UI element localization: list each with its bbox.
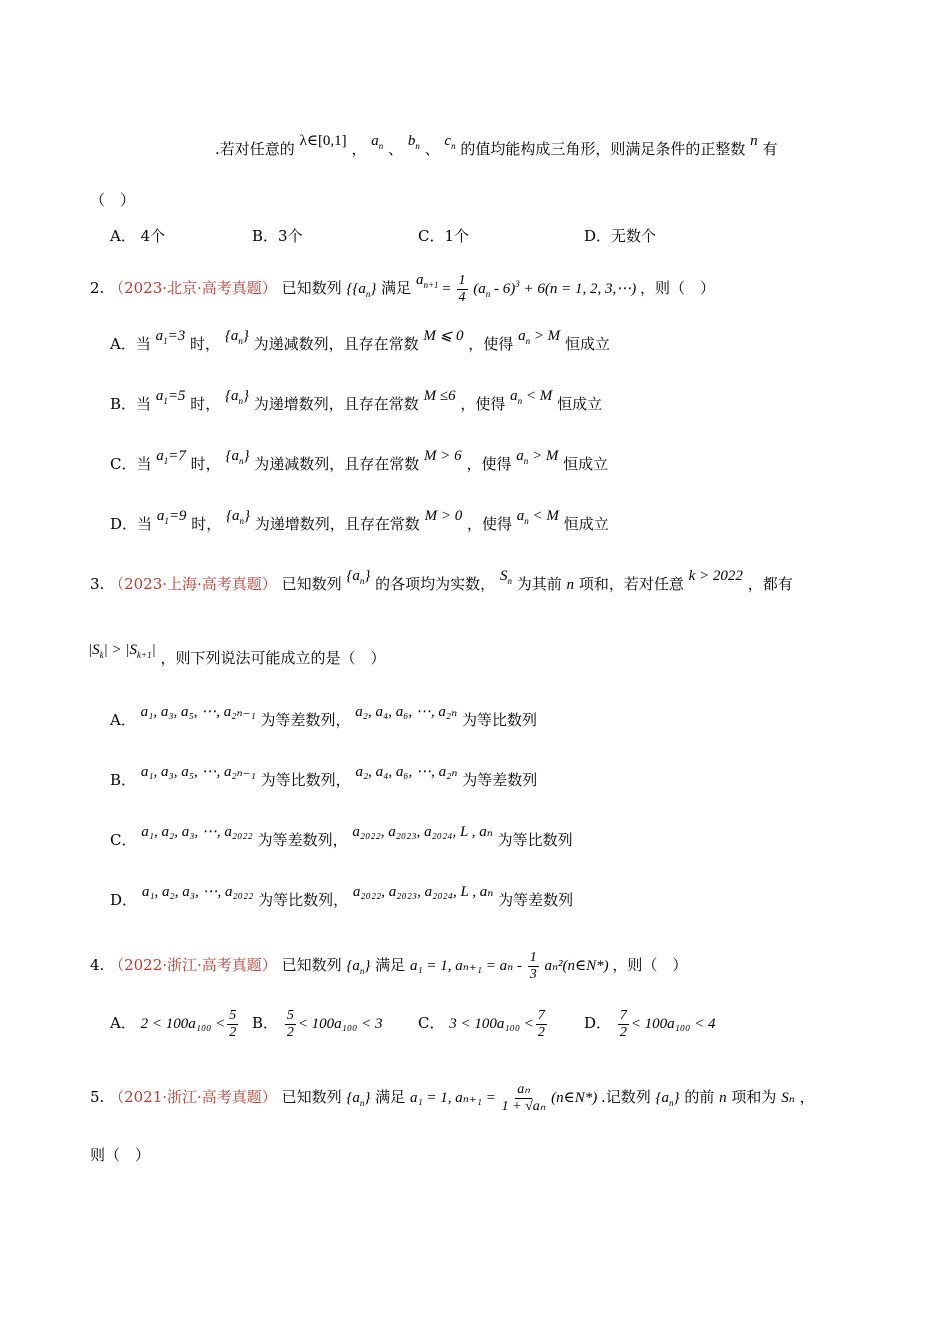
q3-opt-label: A． (110, 711, 136, 729)
q2-opt-text: 时， (190, 335, 221, 353)
q3-option-d[interactable] (110, 884, 574, 911)
q4-option-a[interactable] (110, 1008, 240, 1041)
q2-seq: {$\{a_n\}$ (346, 280, 377, 299)
q2-source: （2023·北京·高考真题） (109, 278, 277, 297)
q2-option-b[interactable] (110, 388, 603, 420)
q5-seq: $\{a_n\}$ (346, 1089, 371, 1108)
q2-opt-label: D．当 (110, 515, 153, 533)
q3-text: 为其前 (516, 575, 562, 593)
q3-text: 的各项均为实数， (375, 575, 496, 593)
q5-seq: $\{a_n\}$ (655, 1089, 680, 1108)
q4-stem (90, 950, 687, 983)
q2-opt-a1: $a_1=5$ (155, 388, 186, 406)
q2-opt-cond: M ≤6 (423, 388, 456, 404)
q3-opt-text: 为等差数列， (257, 831, 348, 849)
q1-n-var: n (750, 133, 758, 149)
q3-n: n (566, 577, 575, 593)
q1-cn: $c_n$ (444, 133, 456, 151)
q5-text: 的前 (684, 1087, 715, 1106)
q3-opt-text: 为等比数列， (260, 771, 351, 789)
q4-opt-label: B． (252, 1013, 279, 1032)
q4-opt-expr: 3 < 100a₁₀₀ < $\frac{7}{2}$ (449, 1008, 545, 1040)
q3-text: ，则下列说法可能成立的是（ ） (160, 649, 386, 667)
q3-opt-seq: a₂, a₄, a₆, ⋯, a₂ₙ (355, 764, 458, 780)
q2-opt-ineq: $a_n > M$ (516, 448, 559, 466)
q2-text: ，则（ ） (640, 278, 716, 297)
q2-text: 已知数列 (281, 278, 342, 297)
q5-source: （2021·浙江·高考真题） (109, 1087, 277, 1106)
q3-opt-text: 为等比数列， (258, 891, 349, 909)
q2-opt-text: ，使得 (460, 395, 506, 413)
q3-opt-seq: a₂₀₂₂, a₂₀₂₃, a₂₀₂₄, L , aₙ (352, 824, 493, 840)
q3-option-a[interactable] (110, 704, 538, 731)
q2-opt-seq: $\{a_n\}$ (225, 448, 250, 466)
q4-seq: $\{a_n\}$ (346, 957, 371, 976)
q2-opt-text: 时， (190, 455, 221, 473)
q2-opt-cond: M > 6 (424, 448, 462, 464)
q3-text: 项和，若对任意 (578, 575, 684, 593)
q2-opt-text: ，使得 (467, 515, 513, 533)
q4-source: （2022·浙江·高考真题） (109, 955, 277, 974)
q5-text: 项和为 (731, 1087, 777, 1106)
q5-paren: 则（ ） (90, 1146, 151, 1164)
q3-opt-label: D． (110, 891, 138, 909)
q2-stem (90, 273, 715, 306)
q2-opt-seq: $\{a_n\}$ (226, 508, 251, 526)
q4-text: 满足 (375, 955, 406, 974)
q2-number: 2. (90, 278, 105, 297)
q2-opt-text: 为递增数列，且存在常数 (253, 395, 419, 413)
q1-lambda-expr: λ∈[0,1] (299, 133, 347, 149)
q2-opt-a1: $a_1=3$ (155, 328, 186, 346)
q2-opt-label: B．当 (110, 395, 152, 413)
q2-opt-text: 为递减数列，且存在常数 (254, 455, 420, 473)
q2-opt-seq: $\{a_n\}$ (224, 328, 249, 346)
q5-text: ， (799, 1087, 815, 1106)
q4-opt-expr: $\frac{5}{2}$ < 100a₁₀₀ < 3 (286, 1008, 383, 1040)
q1-option-d[interactable]: D．无数个 (584, 227, 657, 245)
q1-option-a[interactable]: A． 4个 (110, 227, 166, 245)
q1-text: 有 (762, 140, 778, 158)
q3-stem-line2 (88, 642, 386, 674)
q3-cond: k > 2022 (688, 568, 743, 584)
q2-opt-text: 恒成立 (563, 515, 609, 533)
q1-bn: $b_n$ (407, 133, 420, 151)
q2-opt-text: 恒成立 (557, 395, 603, 413)
q3-opt-seq: a₂₀₂₂, a₂₀₂₃, a₂₀₂₄, L , aₙ (352, 884, 494, 900)
q2-text: 满足 (381, 278, 412, 297)
q4-text: 已知数列 (281, 955, 342, 974)
q3-opt-seq: a₁, a₂, a₃, ⋯, a₂₀₂₂ (141, 884, 254, 900)
q2-opt-text: 时， (191, 515, 222, 533)
q4-option-d[interactable] (584, 1008, 715, 1041)
q5-text: .记数列 (600, 1087, 651, 1106)
q3-opt-text: 为等差数列 (498, 891, 574, 909)
q2-option-d[interactable] (110, 508, 609, 540)
q4-opt-expr: $\frac{7}{2}$ < 100a₁₀₀ < 4 (619, 1008, 716, 1040)
q2-opt-text: 为递增数列，且存在常数 (254, 515, 420, 533)
q1-text: .若对任意的 (215, 140, 295, 158)
q1-option-c[interactable]: C．1个 (418, 227, 470, 245)
q2-opt-a1: $a_1=7$ (156, 448, 186, 466)
q3-opt-text: 为等比数列 (497, 831, 573, 849)
q3-abs-ineq: $|S_k| > |S_{k+1}|$ (88, 642, 156, 660)
q1-option-b[interactable]: B．3个 (252, 227, 303, 245)
q2-opt-label: A．当 (110, 335, 151, 353)
q2-opt-a1: $a_1=9$ (156, 508, 187, 526)
q2-opt-ineq: $a_n < M$ (516, 508, 559, 526)
q1-stem-line1 (215, 133, 778, 165)
q3-opt-text: 为等差数列， (260, 711, 351, 729)
q1-sep: 、 (388, 140, 404, 158)
q3-opt-seq: a₂, a₄, a₆, ⋯, a₂ₙ (355, 704, 458, 720)
q5-n: n (719, 1089, 727, 1106)
q5-text: 满足 (375, 1087, 406, 1106)
q3-option-b[interactable] (110, 764, 538, 791)
q3-opt-label: C． (110, 831, 137, 849)
q4-option-b[interactable] (252, 1008, 382, 1041)
q5-number: 5. (90, 1087, 105, 1106)
q1-an: $a_n$ (371, 133, 384, 151)
q2-opt-ineq: $a_n < M$ (510, 388, 553, 406)
q4-opt-label: D． (584, 1013, 612, 1032)
q2-opt-cond: M ⩽ 0 (423, 328, 464, 344)
q2-opt-text: 恒成立 (563, 455, 609, 473)
q2-formula: $a_{n+1}$ = $\frac{1}{4}$ $(a_n - 6)^3 + 6(n = 1$, 2, 3,⋯) (415, 271, 637, 305)
q3-text: 已知数列 (281, 575, 342, 593)
q5-formula: a₁ = 1, aₙ₊₁ = $\frac{\text{aₙ}}{\text{1 + √aₙ}}$ (n∈N*) (409, 1082, 598, 1114)
q2-opt-ineq: $a_n > M$ (518, 328, 561, 346)
q2-opt-text: ，使得 (468, 335, 514, 353)
q3-opt-seq: a₁, a₃, a₅, ⋯, a₂ₙ₋₁ (140, 764, 256, 780)
q2-opt-cond: M > 0 (424, 508, 463, 524)
q3-opt-seq: a₁, a₃, a₅, ⋯, a₂ₙ₋₁ (140, 704, 256, 720)
q5-text: 已知数列 (281, 1087, 342, 1106)
q2-option-a[interactable] (110, 328, 610, 360)
q2-opt-text: ，使得 (466, 455, 512, 473)
q4-opt-label: A． (110, 1013, 136, 1032)
q2-opt-label: C．当 (110, 455, 152, 473)
q4-number: 4. (90, 955, 105, 974)
q5-stem (90, 1082, 815, 1115)
q3-sn: $S_n$ (499, 568, 512, 586)
q4-formula: a₁ = 1, aₙ₊₁ = aₙ - $\frac{1}{3}$ aₙ²(n∈N*) (409, 950, 609, 982)
q1-paren: （ ） (90, 191, 136, 209)
q1-sep: ， (351, 140, 367, 158)
q3-stem (90, 568, 793, 600)
q2-opt-text: 时， (190, 395, 221, 413)
q4-text: ，则（ ） (612, 955, 688, 974)
q3-source: （2023·上海·高考真题） (109, 575, 277, 593)
q4-opt-expr: 2 < 100a₁₀₀ < $\frac{5}{2}$ (140, 1008, 237, 1040)
q3-opt-text: 为等差数列 (462, 771, 538, 789)
q1-sep: 、 (424, 140, 440, 158)
q4-opt-label: C． (418, 1013, 445, 1032)
q5-sn: Sₙ (781, 1089, 795, 1106)
q3-number: 3. (90, 575, 105, 593)
q3-option-c[interactable] (110, 824, 573, 851)
q2-opt-seq: $\{a_n\}$ (225, 388, 250, 406)
q3-opt-text: 为等比数列 (462, 711, 538, 729)
q3-seq: $\{a_n\}$ (346, 568, 371, 586)
q3-text: ，都有 (747, 575, 793, 593)
q4-option-c[interactable] (418, 1008, 549, 1041)
q2-opt-text: 为递减数列，且存在常数 (253, 335, 419, 353)
q2-option-c[interactable] (110, 448, 609, 480)
q2-opt-text: 恒成立 (564, 335, 610, 353)
q3-opt-label: B． (110, 771, 137, 789)
q3-opt-seq: a₁, a₂, a₃, ⋯, a₂₀₂₂ (141, 824, 253, 840)
q1-text: 的值均能构成三角形，则满足条件的正整数 (460, 140, 746, 158)
